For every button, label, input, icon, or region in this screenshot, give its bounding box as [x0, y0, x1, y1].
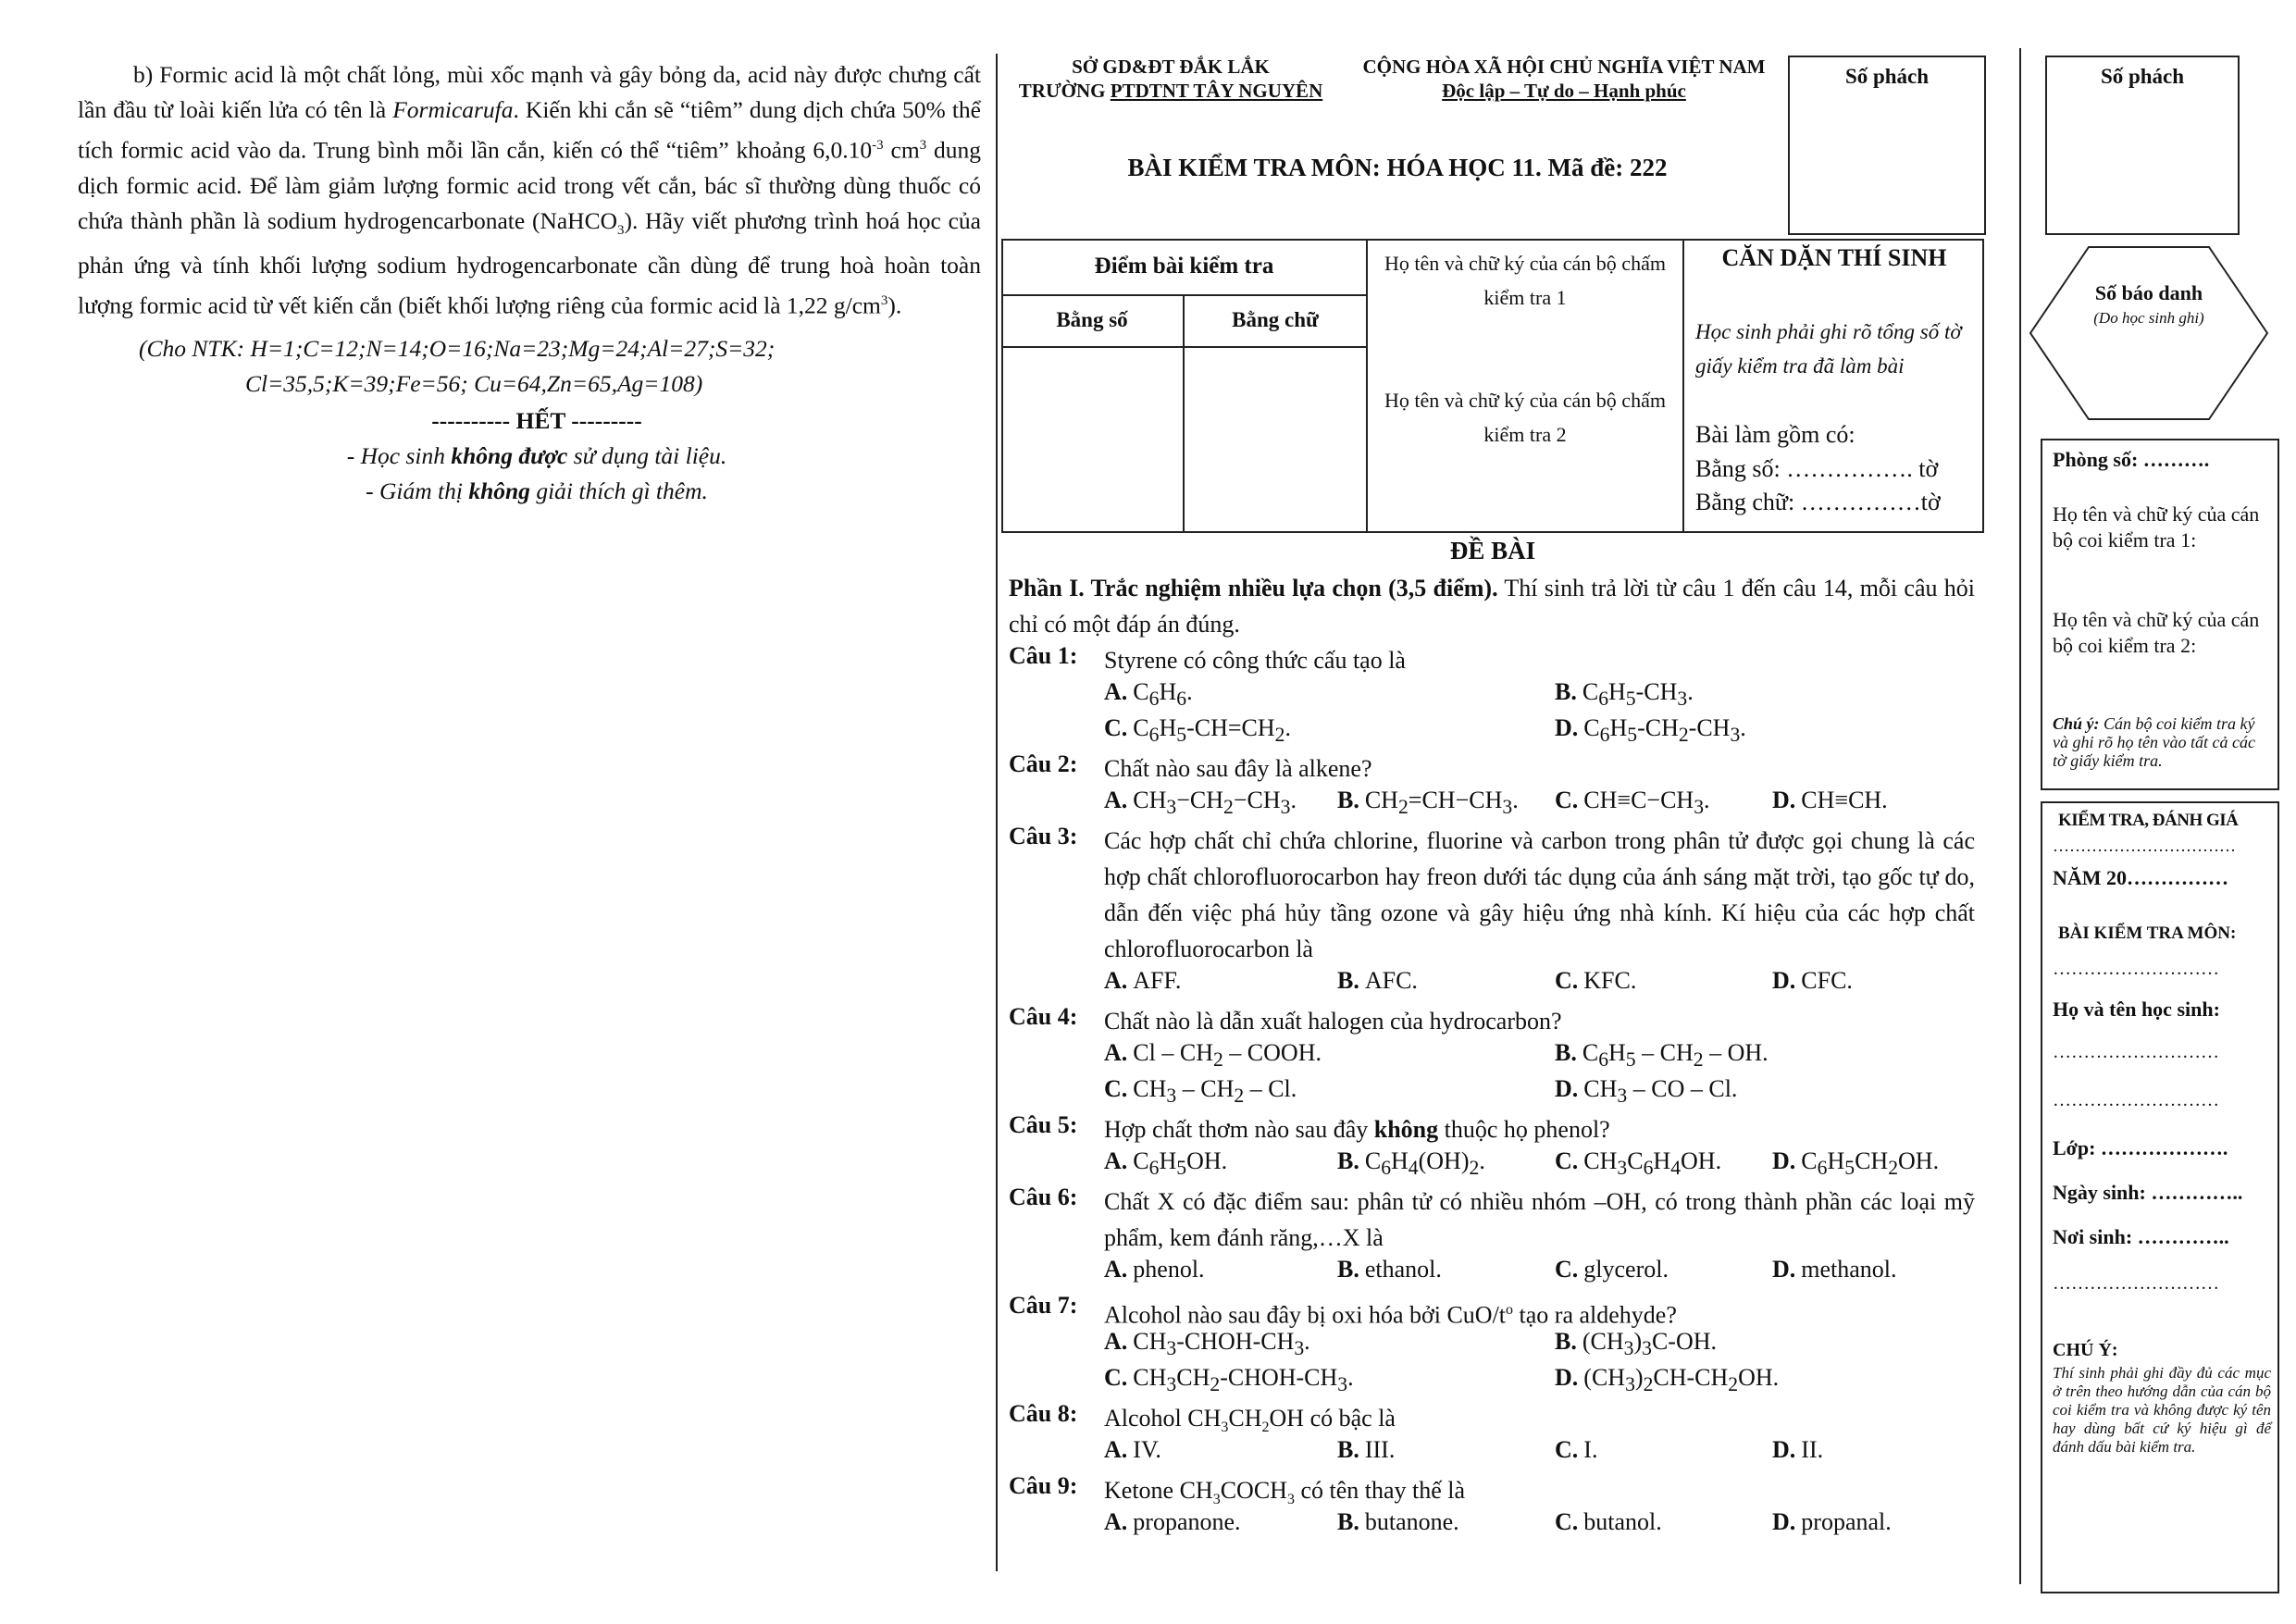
- q5-option-b[interactable]: B. $C_6H_4(OH)_2$.: [1337, 1147, 1485, 1180]
- column-divider-right: [2019, 48, 2021, 1584]
- q4-label: Câu 4:: [1009, 1003, 1078, 1030]
- candidate-number-label: Số báo danh: [2094, 281, 2203, 304]
- q6-label: Câu 6:: [1009, 1184, 1078, 1210]
- candidate-number-note: (Do học sinh ghi): [2093, 309, 2204, 327]
- q1-label: Câu 1:: [1009, 642, 1078, 669]
- birth-date-field: Ngày sinh: …………..: [2053, 1181, 2243, 1204]
- q9-option-c[interactable]: C. butanol.: [1555, 1508, 1662, 1535]
- subject-label: BÀI KIỂM TRA MÔN:: [2058, 924, 2237, 943]
- so-phach-box-sidebar: Số phách: [2045, 56, 2240, 235]
- sheets-by-number: Bằng số: ……………. tờ: [1695, 455, 1939, 482]
- score-by-words-label: Bằng chữ: [1232, 308, 1319, 331]
- q4-option-d[interactable]: D. $CH_3$ – CO – Cl.: [1555, 1075, 1738, 1108]
- note-no-explanation: - Giám thị không giải thích gì thêm.: [366, 477, 708, 504]
- student-name-dots-2: ………………………: [2053, 1090, 2219, 1110]
- end-marker: ---------- HẾT ---------: [431, 407, 642, 434]
- q3-option-b[interactable]: B. AFC.: [1337, 967, 1418, 994]
- q4-option-a[interactable]: A. Cl – $CH_2$ – COOH.: [1104, 1039, 1322, 1072]
- q7-label: Câu 7:: [1009, 1292, 1078, 1319]
- q9-option-a[interactable]: A. propanone.: [1104, 1508, 1241, 1535]
- grader-2-label: Họ tên và chữ ký của cán bộ chấm kiểm tra 2: [1384, 389, 1666, 446]
- q1-option-a[interactable]: A. $C_6H_6$.: [1104, 678, 1193, 711]
- subject-dots: ………………………: [2053, 959, 2219, 979]
- q4-option-b[interactable]: B. $C_6H_5 - CH_2$ – OH.: [1555, 1039, 1769, 1072]
- department-name: SỞ GD&ĐT ĐẮK LẮK: [1072, 56, 1270, 78]
- q7-option-d[interactable]: D. $(CH_3)_2CH-CH_2OH$.: [1555, 1364, 1780, 1396]
- q3-option-d[interactable]: D. CFC.: [1772, 967, 1853, 994]
- q1-text: Styrene có công thức cấu tạo là: [1104, 647, 1406, 674]
- republic-title: CỘNG HÒA XÃ HỘI CHỦ NGHĨA VIỆT NAM: [1362, 56, 1766, 78]
- q7-text: Alcohol nào sau đây bị oxi hóa bởi CuO/$t^o$ tạo ra aldehyde?: [1104, 1301, 1677, 1329]
- birth-place-dots: ………………………: [2053, 1273, 2219, 1294]
- instructions-heading: CĂN DẶN THÍ SINH: [1721, 244, 1947, 271]
- so-phach-box-header: Số phách: [1788, 56, 1986, 235]
- q3-text: Các hợp chất chỉ chứa chlorine, fluorine và carbon trong phân tử được gọi chung là các hợp chất chlorofluorocarbon hay freon dưới tác dụng của ánh sáng mặt trời, tạo gốc tự do, dẫn đến việc phá hủy tầng ozone và gây hiệu ứng nhà kính. Kí hiệu của các hợp chất chlorofluorocarbon là: [1104, 827, 1975, 962]
- exam-content-heading: ĐỀ BÀI: [1449, 537, 1536, 564]
- part-1-instructions: Phần I. Trắc nghiệm nhiều lựa chọn (3,5 điểm). Thí sinh trả lời từ câu 1 đến câu 14, mỗi câu hỏi chỉ có một đáp án đúng.: [1009, 575, 1975, 638]
- q2-label: Câu 2:: [1009, 750, 1078, 777]
- candidate-number-hexagon: [2029, 245, 2269, 421]
- atomic-mass-line-2: Cl=35,5;K=39;Fe=56; Cu=64,Zn=65,Ag=108): [245, 370, 703, 397]
- q3-label: Câu 3:: [1009, 823, 1078, 849]
- q1-option-c[interactable]: C. $C_6H_5-CH=CH_2$.: [1104, 714, 1291, 747]
- score-by-number-label: Bằng số: [1056, 308, 1128, 331]
- q7-option-c[interactable]: C. $CH_3CH_2-CHOH-CH_3$.: [1104, 1364, 1354, 1396]
- q7-option-b[interactable]: B. $(CH_3)_3C-OH$.: [1555, 1328, 1718, 1360]
- score-heading: Điểm bài kiểm tra: [1094, 254, 1274, 279]
- q8-option-b[interactable]: B. III.: [1337, 1436, 1396, 1463]
- instructions-note: Học sinh phải ghi rõ tổng số tờ giấy kiểm tra đã làm bài: [1695, 320, 1962, 378]
- q9-text: Ketone $CH_3COCH_3$ có tên thay thế là: [1104, 1477, 1466, 1508]
- student-note-text: Thí sinh phải ghi đầy đủ các mục ở trên theo hướng dẫn của cán bộ coi kiểm tra và không được ký tên hay dùng bất cứ ký hiệu gì để đánh dấu bài kiểm tra.: [2053, 1364, 2271, 1456]
- q6-option-a[interactable]: A. phenol.: [1104, 1256, 1205, 1283]
- q9-option-b[interactable]: B. butanone.: [1337, 1508, 1459, 1535]
- class-field: Lớp: ……………….: [2053, 1136, 2228, 1159]
- sheets-count-label: Bài làm gồm có:: [1695, 421, 1855, 448]
- q7-option-a[interactable]: A. $CH_3-CHOH-CH_3$.: [1104, 1328, 1310, 1360]
- proctor-note: Chú ý: Cán bộ coi kiểm tra ký và ghi rõ họ tên vào tất cả các tờ giấy kiểm tra.: [2053, 714, 2255, 770]
- q9-label: Câu 9:: [1009, 1472, 1078, 1499]
- sheets-by-words: Bằng chữ: ……………tờ: [1695, 489, 1941, 515]
- q6-text: Chất X có đặc điểm sau: phân tử có nhiều nhóm –OH, có trong thành phần các loại mỹ phẩm, kem đánh răng,…X là: [1104, 1188, 1975, 1251]
- q8-option-c[interactable]: C. I.: [1555, 1436, 1598, 1463]
- school-name: TRƯỜNG PTDTNT TÂY NGUYÊN: [1018, 80, 1323, 102]
- assessment-heading: KIỂM TRA, ĐÁNH GIÁ: [2058, 811, 2239, 830]
- q3-option-a[interactable]: A. AFF.: [1104, 967, 1182, 994]
- q5-option-a[interactable]: A. $C_6H_5OH$.: [1104, 1147, 1228, 1180]
- grader-1-label: Họ tên và chữ ký của cán bộ chấm kiểm tra 1: [1384, 252, 1666, 309]
- q2-option-b[interactable]: B. $CH_2=CH-CH_3$.: [1337, 787, 1519, 819]
- student-name-label: Họ và tên học sinh:: [2053, 998, 2220, 1021]
- q2-option-c[interactable]: C. $CH\equiv C-CH_3$.: [1555, 787, 1710, 819]
- score-divider-1: [1366, 239, 1368, 533]
- exam-title: BÀI KIỂM TRA MÔN: HÓA HỌC 11. Mã đề: 222: [1127, 154, 1668, 181]
- assessment-dots: ……………………………: [2053, 837, 2236, 855]
- question-b-paragraph: b) Formic acid là một chất lỏng, mùi xốc mạnh và gây bỏng da, acid này được chưng cất lần đầu từ loài kiến lửa có tên là Formicarufa. Kiến khi cắn sẽ “tiêm” dung dịch chứa 50% thể tích formic acid vào da. Trung bình mỗi lần cắn, kiến có thể “tiêm” khoảng $6,0.10^{-3}$ $cm^3$ dung dịch formic acid. Để làm giảm lượng formic acid trong vết cắn, bác sĩ thường dùng thuốc có chứa thành phần là sodium hydrogencarbonate (NaHCO$_3$). Hãy viết phương trình hoá học của phản ứng và tính khối lượng sodium hydrogencarbonate cần dùng để trung hoà hoàn toàn lượng formic acid từ vết kiến cắn (biết khối lượng riêng của formic acid là 1,22 $g/cm^3$).: [78, 61, 982, 319]
- q5-option-c[interactable]: C. $CH_3C_6H_4OH$.: [1555, 1147, 1722, 1180]
- q5-option-d[interactable]: D. $C_6H_5CH_2OH$.: [1772, 1147, 1940, 1180]
- q9-option-d[interactable]: D. propanal.: [1772, 1508, 1892, 1535]
- q8-label: Câu 8:: [1009, 1400, 1078, 1427]
- q5-label: Câu 5:: [1009, 1111, 1078, 1138]
- q4-text: Chất nào là dẫn xuất halogen của hydrocarbon?: [1104, 1008, 1562, 1035]
- q6-option-b[interactable]: B. ethanol.: [1337, 1256, 1442, 1283]
- q5-text: Hợp chất thơm nào sau đây không thuộc họ phenol?: [1104, 1116, 1610, 1143]
- student-name-dots-1: ………………………: [2053, 1042, 2219, 1062]
- q6-option-c[interactable]: C. glycerol.: [1555, 1256, 1669, 1283]
- q1-option-b[interactable]: B. $C_6H_5-CH_3$.: [1555, 678, 1694, 711]
- q2-text: Chất nào sau đây là alkene?: [1104, 755, 1372, 782]
- q8-option-a[interactable]: A. IV.: [1104, 1436, 1161, 1463]
- q1-option-d[interactable]: D. $C_6H_5-CH_2-CH_3$.: [1555, 714, 1746, 747]
- proctor-2-label: Họ tên và chữ ký của cán bộ coi kiểm tra 2:: [2053, 608, 2260, 657]
- q6-option-d[interactable]: D. methanol.: [1772, 1256, 1897, 1283]
- proctor-1-label: Họ tên và chữ ký của cán bộ coi kiểm tra 1:: [2053, 502, 2260, 552]
- national-motto: Độc lập – Tự do – Hạnh phúc: [1442, 80, 1686, 102]
- q8-option-d[interactable]: D. II.: [1772, 1436, 1824, 1463]
- birth-place-field: Nơi sinh: …………..: [2053, 1225, 2229, 1248]
- year-field: NĂM 20……………: [2053, 866, 2229, 889]
- q8-text: Alcohol $CH_3CH_2OH$ có bậc là: [1104, 1405, 1396, 1436]
- q2-option-a[interactable]: A. $CH_3-CH_2-CH_3$.: [1104, 787, 1297, 819]
- atomic-mass-line-1: (Cho NTK: H=1;C=12;N=14;O=16;Na=23;Mg=24;Al=27;S=32;: [139, 335, 776, 362]
- student-note-heading: CHÚ Ý:: [2053, 1340, 2118, 1360]
- column-divider-left: [996, 54, 998, 1571]
- room-number: Phòng số: ……….: [2053, 448, 2210, 471]
- q2-option-d[interactable]: D. CH≡CH.: [1772, 787, 1888, 813]
- note-no-materials: - Học sinh không được sử dụng tài liệu.: [346, 442, 727, 469]
- score-divider-2: [1682, 239, 1684, 533]
- q4-option-c[interactable]: C. $CH_3 - CH_2$ – Cl.: [1104, 1075, 1297, 1108]
- q3-option-c[interactable]: C. KFC.: [1555, 967, 1637, 994]
